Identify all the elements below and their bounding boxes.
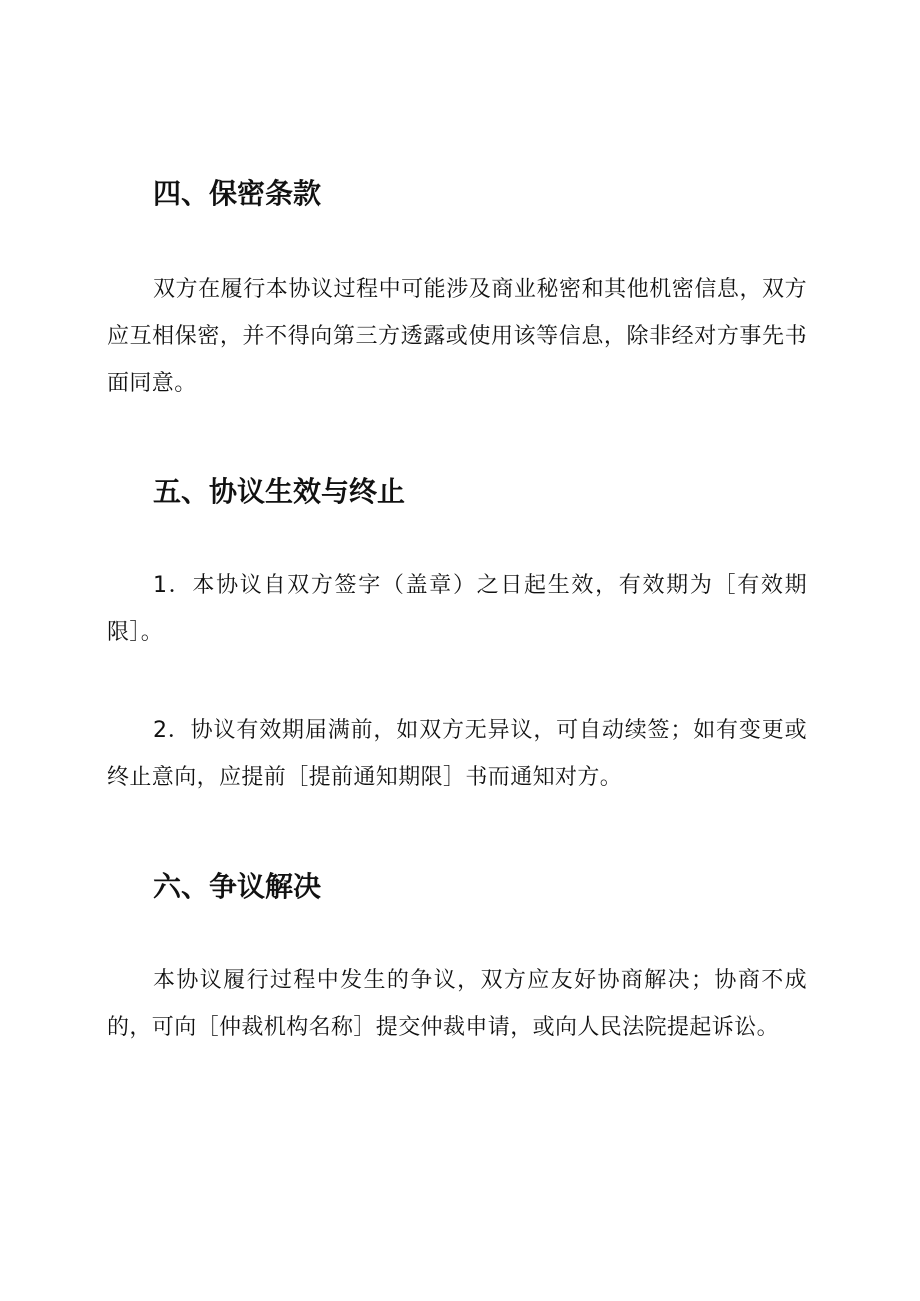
paragraph-effect-clause-2: 2．协议有效期届满前，如双方无异议，可自动续签；如有变更或终止意向，应提前［提前通知期限］书而通知对方。 xyxy=(107,718,807,790)
paragraph-confidentiality: 双方在履行本协议过程中可能涉及商业秘密和其他机密信息，双方应互相保密，并不得向第三方透露或使用该等信息，除非经对方事先书面同意。 xyxy=(107,277,807,396)
section-heading-dispute-resolution: 六、争议解决 xyxy=(153,870,322,903)
section-heading-effect-termination: 五、协议生效与终止 xyxy=(153,475,406,508)
section-heading-confidentiality: 四、保密条款 xyxy=(153,177,322,210)
paragraph-dispute-resolution: 本协议履行过程中发生的争议，双方应友好协商解决；协商不成的，可向［仲裁机构名称］提交仲裁申请，或向人民法院提起诉讼。 xyxy=(107,968,807,1040)
paragraph-effect-clause-1: 1．本协议自双方签字（盖章）之日起生效，有效期为［有效期限］。 xyxy=(107,573,807,645)
